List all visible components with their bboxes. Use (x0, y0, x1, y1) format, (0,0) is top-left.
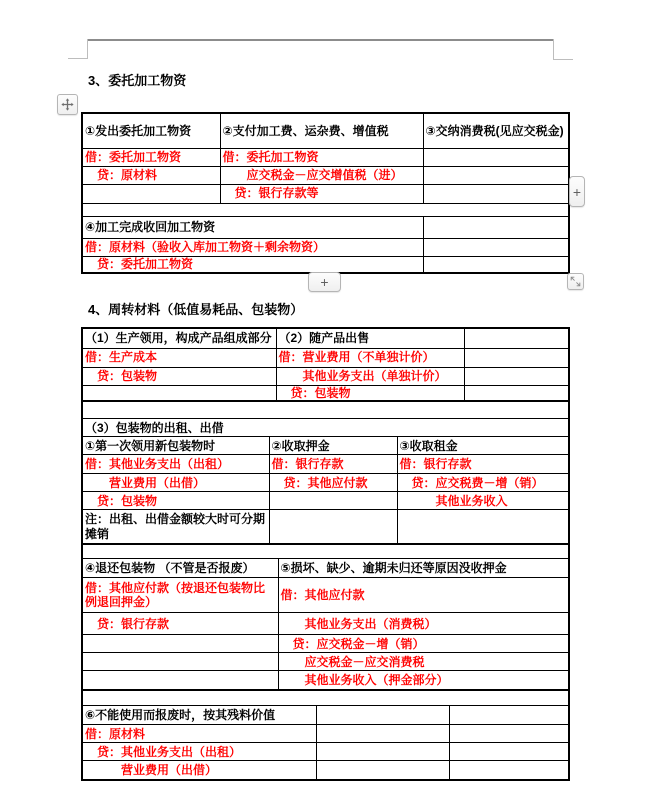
table-cell[interactable]: ③交纳消费税(见应交税金) (423, 113, 569, 148)
table-row (82, 203, 569, 216)
table-cell[interactable] (82, 653, 278, 671)
table-row (82, 635, 569, 653)
table-row (82, 544, 569, 559)
table-row (82, 367, 569, 385)
table-cell[interactable]: ⑤损坏、缺少、逾期未归还等原因没收押金 (278, 559, 569, 578)
page-edge-corner-left (87, 39, 88, 59)
table-cell[interactable] (316, 706, 449, 725)
table-cell[interactable] (82, 544, 569, 559)
table-cell[interactable] (316, 725, 449, 743)
table-row (82, 743, 569, 761)
plus-icon: + (572, 183, 582, 200)
table-cell[interactable]: 其他业务支出（单独计价） (276, 367, 464, 385)
table-cell[interactable] (423, 238, 569, 256)
table-cell[interactable]: ①第一次领用新包装物时 (82, 437, 269, 455)
table-cell[interactable]: ④加工完成收回加工物资 (82, 216, 423, 238)
table-row (82, 455, 569, 474)
table-row (82, 216, 569, 238)
page-edge-wing-left (68, 58, 88, 59)
table-cell[interactable]: 借：营业费用（不单独计价） (276, 348, 464, 367)
table-row (82, 385, 569, 401)
table-cell[interactable] (269, 510, 397, 544)
table-cell[interactable]: ⑥不能使用而报废时，按其残料价值 (82, 706, 316, 725)
table-cell[interactable]: 应交税金－应交增值税（进） (220, 166, 423, 184)
table-cell[interactable]: 借：原材料 (82, 725, 316, 743)
table-section-scrap (81, 689, 570, 781)
move-arrows-icon (61, 98, 74, 111)
table-cell[interactable]: 其他业务支出（消费税） (278, 613, 569, 635)
table-cell[interactable] (82, 385, 276, 401)
table-cell[interactable]: 贷：其他业务支出（出租） (82, 743, 316, 761)
table-cell[interactable]: ②支付加工费、运杂费、增值税 (220, 113, 423, 148)
table-cell[interactable]: （1）生产领用，构成产品组成部分 (82, 328, 276, 348)
table-cell[interactable] (449, 743, 569, 761)
table-cell[interactable] (82, 690, 569, 706)
table-cell[interactable]: （2）随产品出售 (276, 328, 464, 348)
table-cell[interactable]: 借：其他业务支出（出租） (82, 455, 269, 474)
table-cell[interactable] (423, 184, 569, 203)
table-row (82, 113, 569, 148)
table-cell[interactable] (316, 761, 449, 780)
table-grid (81, 112, 570, 274)
table-cell[interactable]: 借：其他应付款（按退还包装物比例退回押金） (82, 578, 278, 613)
table-cell[interactable] (423, 256, 569, 273)
page-edge-corner-right (553, 39, 554, 60)
table-cell[interactable]: ④退还包装物 （不管是否报废） (82, 559, 278, 578)
table-cell[interactable]: 借：原材料（验收入库加工物资＋剩余物资） (82, 238, 423, 256)
table-cell[interactable]: 贷：应交税金－增（销） (278, 635, 569, 653)
table-row (82, 671, 569, 690)
table-row (82, 492, 569, 510)
table-row (82, 238, 569, 256)
revolving-materials-table (81, 327, 570, 781)
table-cell[interactable]: 应交税金－应交消费税 (278, 653, 569, 671)
table-cell[interactable] (82, 184, 220, 203)
table-cell[interactable]: 营业费用（出借） (82, 474, 269, 492)
table-row (82, 401, 569, 419)
add-column-button[interactable] (569, 176, 585, 207)
table-row (82, 148, 569, 166)
table-row (82, 706, 569, 725)
table-cell[interactable] (82, 671, 278, 690)
table-cell[interactable] (464, 385, 569, 401)
table-resize-handle[interactable] (567, 273, 584, 290)
table-row (82, 474, 569, 492)
table-cell[interactable]: 贷：原材料 (82, 166, 220, 184)
table-cell[interactable] (464, 367, 569, 385)
table-cell[interactable] (464, 328, 569, 348)
table-row (82, 578, 569, 613)
table-row (82, 437, 569, 455)
table-row (82, 256, 569, 273)
table-cell[interactable] (449, 706, 569, 725)
table-cell[interactable]: 贷：委托加工物资 (82, 256, 423, 273)
table-row (82, 761, 569, 780)
table-cell[interactable]: ②收取押金 (269, 437, 397, 455)
table-cell[interactable] (269, 492, 397, 510)
table-cell[interactable]: 注：出租、出借金额较大时可分期摊销 (82, 510, 269, 544)
table-cell[interactable]: （3）包装物的出租、出借 (82, 419, 569, 437)
table-section-return-forfeit (81, 543, 570, 691)
table-cell[interactable]: ①发出委托加工物资 (82, 113, 220, 148)
page-edge-line (88, 39, 553, 41)
table-cell[interactable] (449, 761, 569, 780)
diagonal-resize-icon (570, 276, 581, 287)
entrusted-processing-table (81, 112, 570, 274)
table-row (82, 348, 569, 367)
table-cell[interactable] (82, 401, 569, 419)
table-cell[interactable]: ③收取租金 (397, 437, 569, 455)
table-row (82, 559, 569, 578)
table-cell[interactable] (449, 725, 569, 743)
table-cell[interactable] (423, 148, 569, 166)
table-cell[interactable]: 贷：包装物 (82, 367, 276, 385)
table-cell[interactable]: 贷：包装物 (82, 492, 269, 510)
section-title-3[interactable]: 3、委托加工物资 (88, 73, 187, 88)
table-cell[interactable] (316, 743, 449, 761)
table-cell[interactable]: 借：其他应付款 (278, 578, 569, 613)
table-cell[interactable]: 借：银行存款 (397, 455, 569, 474)
table-cell[interactable]: 贷：应交税费－增（销） (397, 474, 569, 492)
table-row (82, 184, 569, 203)
table-row (82, 510, 569, 544)
table-row (82, 725, 569, 743)
table-cell[interactable] (464, 348, 569, 367)
table-cell[interactable]: 借：委托加工物资 (82, 148, 220, 166)
table-cell[interactable]: 借：生产成本 (82, 348, 276, 367)
table-row (82, 166, 569, 184)
plus-icon: + (320, 274, 329, 290)
table-section-rent-lend (81, 400, 570, 545)
table-cell[interactable]: 其他业务收入（押金部分） (278, 671, 569, 690)
table-cell[interactable]: 营业费用（出借） (82, 761, 316, 780)
table-section-produce-sell (81, 327, 570, 402)
page-edge-wing-right (553, 59, 573, 60)
table-cell[interactable]: 借：银行存款 (269, 455, 397, 474)
table-row (82, 613, 569, 635)
table-cell[interactable]: 借：委托加工物资 (220, 148, 423, 166)
table-cell[interactable]: 其他业务收入 (397, 492, 569, 510)
table-row (82, 690, 569, 706)
table-row (82, 328, 569, 348)
table-cell[interactable]: 贷：其他应付款 (269, 474, 397, 492)
table-row (82, 419, 569, 437)
table-cell[interactable] (423, 216, 569, 238)
table-cell[interactable] (82, 203, 569, 216)
table-cell[interactable]: 贷：银行存款等 (220, 184, 423, 203)
table-cell[interactable]: 贷：银行存款 (82, 613, 278, 635)
add-row-button[interactable] (308, 272, 341, 292)
table-move-handle[interactable] (57, 94, 78, 115)
table-cell[interactable] (423, 166, 569, 184)
table-row (82, 653, 569, 671)
section-title-4[interactable]: 4、周转材料（低值易耗品、包装物） (88, 302, 304, 317)
table-cell[interactable] (82, 635, 278, 653)
table-cell[interactable] (397, 510, 569, 544)
table-cell[interactable]: 贷：包装物 (276, 385, 464, 401)
